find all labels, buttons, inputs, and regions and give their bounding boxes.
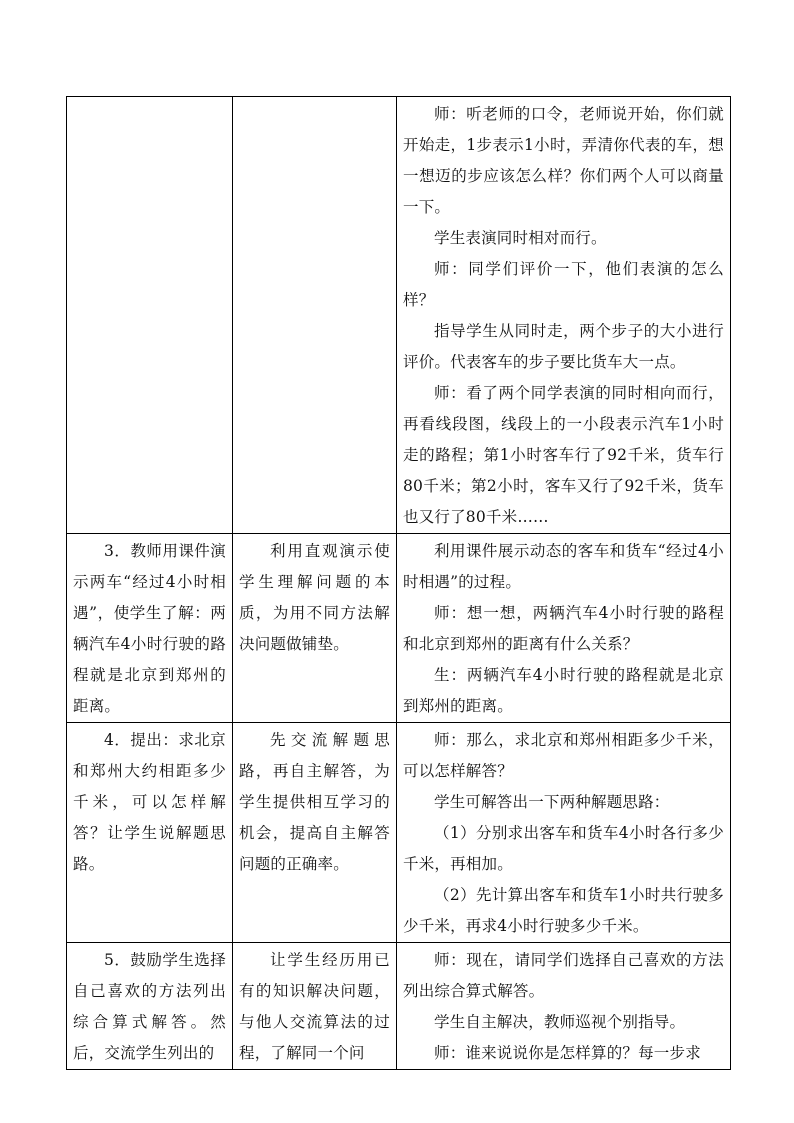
paragraph: 师：看了两个同学表演的同时相向而行，再看线段图，线段上的一小段表示汽车1小时走的路程；第1小时客车行了92千米，货车行80千米；第2小时，客车又行了92千米，货车也又行了80千米…… (403, 384, 724, 526)
paragraph: 先交流解题思路，再自主解答，为学生提供相互学习的机会，提高自主解答问题的正确率。 (239, 731, 390, 873)
paragraph: 让学生经历用已有的知识解决问题，与他人交流算法的过程，了解同一个问 (239, 951, 390, 1062)
paragraph: 3．教师用课件演示两车“经过4小时相遇”，使学生了解：两辆汽车4小时行驶的路程就是北京到郑州的距离。 (73, 542, 226, 715)
paragraph: 5．鼓励学生选择自己喜欢的方法列出综合算式解答。然后，交流学生列出的 (73, 951, 226, 1062)
design-intent-cell (233, 534, 397, 723)
paragraph: 学生可解答出一下两种解题思路： (434, 793, 670, 811)
paragraph: 利用直观演示使学生理解问题的本质，为用不同方法解决问题做铺垫。 (239, 542, 390, 653)
design-intent-cell (233, 97, 397, 534)
paragraph: 4．提出：求北京和郑州大约相距多少千米，可以怎样解答？让学生说解题思路。 (73, 731, 226, 873)
paragraph: 学生自主解决，教师巡视个别指导。 (434, 1013, 686, 1031)
teaching-step-cell (67, 534, 233, 723)
paragraph: （2）先计算出客车和货车1小时共行驶多少千米，再求4小时行驶多少千米。 (403, 886, 724, 935)
teaching-step-cell (67, 723, 233, 943)
paragraph: 指导学生从同时走，两个步子的大小进行评价。代表客车的步子要比货车大一点。 (403, 322, 724, 371)
paragraph: 师：谁来说说你是怎样算的？每一步求 (434, 1044, 701, 1062)
design-intent-cell (233, 943, 397, 1070)
paragraph: 生：两辆汽车4小时行驶的路程就是北京到郑州的距离。 (403, 666, 724, 715)
table-row (67, 723, 731, 943)
design-intent-cell (233, 723, 397, 943)
classroom-process-cell (397, 97, 731, 534)
paragraph: 师：同学们评价一下，他们表演的怎么样？ (403, 260, 724, 309)
teaching-step-cell (67, 943, 233, 1070)
classroom-process-cell (397, 723, 731, 943)
paragraph: （1）分别求出客车和货车4小时各行多少千米，再相加。 (403, 824, 724, 873)
paragraph: 师：现在，请同学们选择自己喜欢的方法列出综合算式解答。 (403, 951, 724, 1000)
lesson-plan-table (66, 96, 731, 1070)
paragraph: 师：那么，求北京和郑州相距多少千米，可以怎样解答？ (403, 731, 724, 780)
paragraph: 师：听老师的口令，老师说开始，你们就开始走，1步表示1小时，弄清你代表的车，想一想迈的步应该怎么样？你们两个人可以商量一下。 (403, 105, 724, 216)
classroom-process-cell (397, 534, 731, 723)
table-row (67, 97, 731, 534)
teaching-step-cell (67, 97, 233, 534)
classroom-process-cell (397, 943, 731, 1070)
paragraph: 师：想一想，两辆汽车4小时行驶的路程和北京到郑州的距离有什么关系？ (403, 604, 724, 653)
paragraph: 利用课件展示动态的客车和货车“经过4小时相遇”的过程。 (403, 542, 724, 591)
table-row (67, 943, 731, 1070)
paragraph: 学生表演同时相对而行。 (434, 229, 607, 247)
table-row (67, 534, 731, 723)
